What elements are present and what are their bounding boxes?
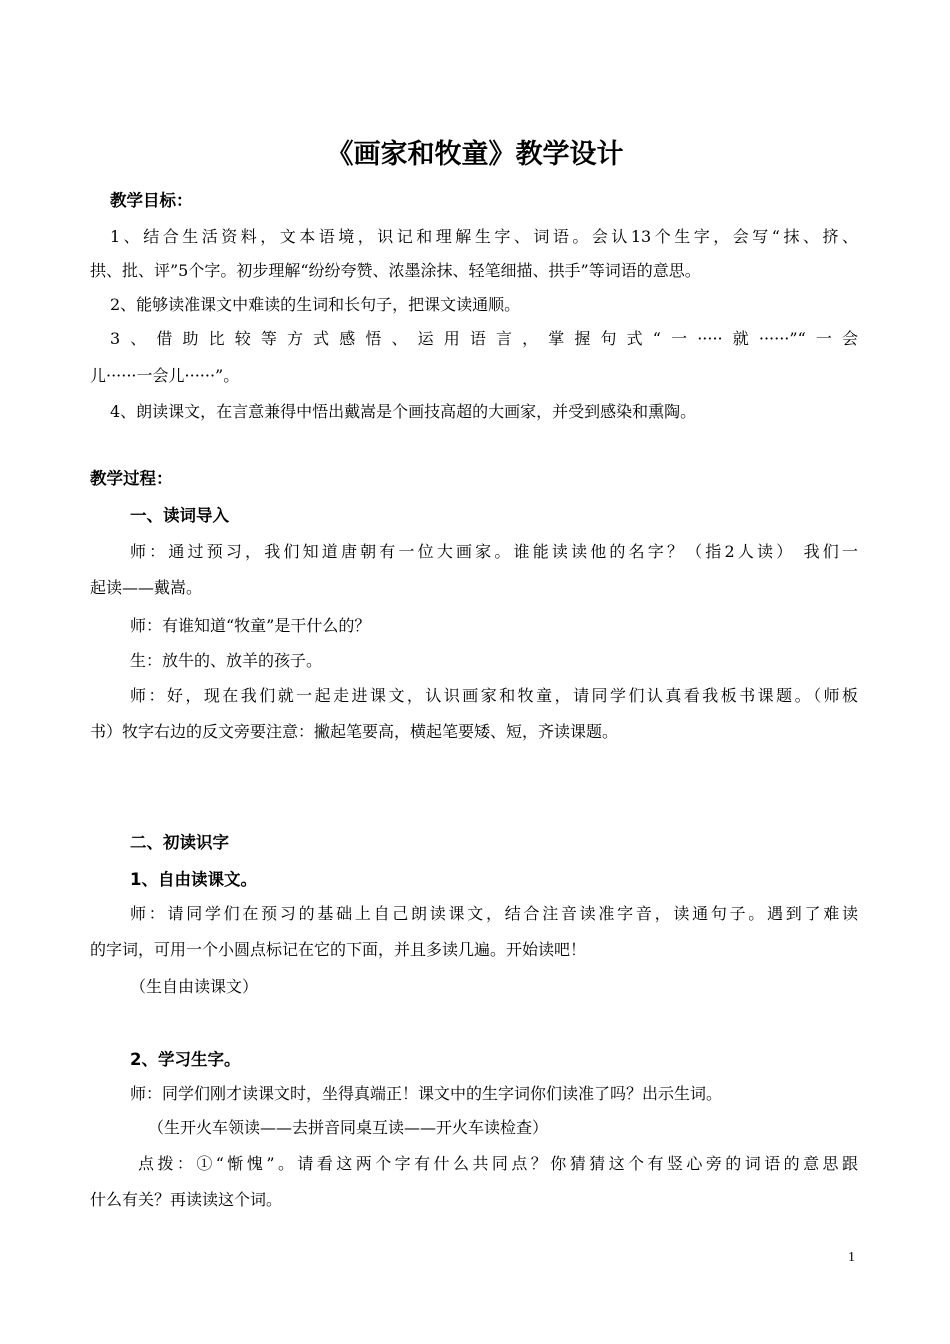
- part-2-sub-2-para-1: 师：同学们刚才读课文时，坐得真端正！课文中的生字词你们读准了吗？出示生词。: [130, 1084, 723, 1103]
- document-title: 《画家和牧童》教学设计: [326, 139, 624, 170]
- objective-4: 4、朗读课文，在言意兼得中悟出戴嵩是个画技高超的大画家，并受到感染和熏陶。: [110, 402, 697, 421]
- part-1-para-3: 生：放牛的、放羊的孩子。: [130, 651, 323, 670]
- part-2-sub-2-para-3-line-2: 什么有关？再读读这个词。: [90, 1190, 283, 1209]
- objective-2: 2、能够读准课文中难读的生词和长句子，把课文读通顺。: [110, 295, 521, 314]
- objective-3-line-2: 儿······一会儿······”。: [90, 366, 240, 385]
- part-2-sub-1-para-1-line-2: 的字词，可用一个小圆点标记在它的下面，并且多读几遍。开始读吧！: [90, 940, 587, 959]
- part-1-para-4-line-1: 师：好，现在我们就一起走进课文，认识画家和牧童，请同学们认真看我板书课题。（师板: [130, 686, 858, 705]
- part-2-sub-2-para-3-line-1: 点拨：①“惭愧”。请看这两个字有什么共同点？你猜猜这个有竖心旁的词语的意思跟: [138, 1154, 858, 1173]
- page-number: 1: [848, 1250, 855, 1265]
- part-1-para-2: 师：有谁知道“牧童”是干什么的？: [130, 616, 371, 635]
- objective-3-line-1: 3、借助比较等方式感悟、运用语言，掌握句式“一·····就······”“一会: [110, 329, 858, 348]
- part-2-heading: 二、初读识字: [130, 833, 229, 852]
- objective-1-line-1: 1、结合生活资料，文本语境，识记和理解生字、词语。会认13个生字，会写“抹、挤、: [110, 227, 858, 246]
- objectives-heading: 教学目标：: [110, 191, 193, 210]
- process-heading: 教学过程：: [90, 469, 173, 488]
- part-1-para-1-line-1: 师：通过预习，我们知道唐朝有一位大画家。谁能读读他的名字？（指2人读） 我们一: [130, 542, 858, 561]
- part-2-sub-2-heading: 2、学习生字。: [130, 1050, 241, 1069]
- part-1-para-1-line-2: 起读——戴嵩。: [90, 578, 203, 597]
- part-2-sub-1-heading: 1、自由读课文。: [130, 870, 257, 889]
- part-1-para-4-line-2: 书）牧字右边的反文旁要注意：撇起笔要高，横起笔要矮、短，齐读课题。: [90, 722, 619, 741]
- part-1-heading: 一、读词导入: [130, 506, 229, 525]
- part-2-sub-1-para-2: （生自由读课文）: [130, 977, 259, 996]
- part-2-sub-1-para-1-line-1: 师：请同学们在预习的基础上自己朗读课文，结合注音读准字音，读通句子。遇到了难读: [130, 904, 858, 923]
- part-2-sub-2-para-2: （生开火车领读——去拼音同桌互读——开火车读检查）: [148, 1118, 549, 1137]
- objective-1-line-2: 拱、批、评”5个字。初步理解“纷纷夸赞、浓墨涂抹、轻笔细描、拱手”等词语的意思。: [90, 261, 701, 280]
